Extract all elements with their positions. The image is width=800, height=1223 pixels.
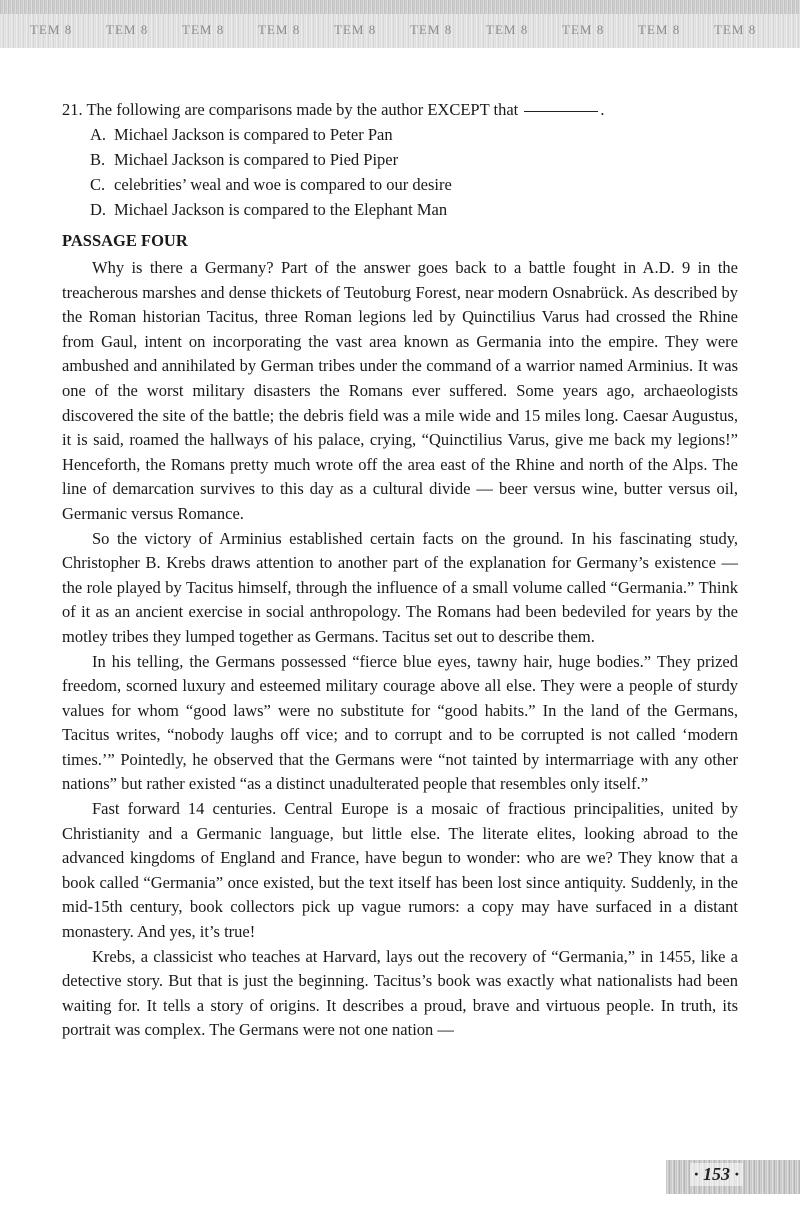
option-letter: D. [90, 200, 107, 219]
passage-paragraph: Why is there a Germany? Part of the answer goes back to a battle fought in A.D. 9 in the treacherous marshes and dense thickets of Teutoburg Forest, near modern Osnabrück. As described by the Roman historian Tacitus, three Roman legions led by Quinctilius Varus had crossed the Rhine from Gaul, intent on incorporating the vast area known as Germania into the empire. They were ambushed and annihilated by German tribes under the command of a warrior named Arminius. It was one of the worst military disasters the Romans ever suffered. Some years ago, archaeologists discovered the site of the battle; the debris field was a mile wide and 15 miles long. Caesar Augustus, it is said, roamed the hallways of his palace, crying, “Quinctilius Varus, give me back my legions!” Henceforth, the Romans pretty much wrote off the area east of the Rhine and north of the Alps. The line of demarcation survives to this day as a cultural divide — beer versus wine, butter versus oil, Germanic versus Romance. [62, 258, 738, 523]
option-letter: A. [90, 125, 107, 144]
header-label: TEM 8 [486, 22, 529, 37]
page-number: · 153 · [690, 1163, 743, 1186]
page-content [62, 97, 738, 1043]
header-label: TEM 8 [638, 22, 681, 37]
question-number: 21. [62, 100, 83, 119]
passage-title: PASSAGE FOUR [62, 231, 188, 250]
option-b [62, 147, 738, 172]
option-letter: B. [90, 150, 106, 169]
header-label: TEM 8 [334, 22, 377, 37]
option-text: celebrities’ weal and woe is compared to our desire [114, 175, 452, 194]
option-d [62, 197, 738, 222]
passage-paragraph: Krebs, a classicist who teaches at Harvard, lays out the recovery of “Germania,” in 1455, like a detective story. But that is just the beginning. Tacitus’s book was exactly what nationalists had been waiting for. It tells a story of origins. It describes a proud, brave and virtuous people. In truth, its portrait was complex. The Germans were not one nation — [62, 946, 738, 1040]
option-text: Michael Jackson is compared to the Elephant Man [114, 200, 448, 219]
question-stem [62, 97, 738, 122]
header-label: TEM 8 [258, 22, 301, 37]
header-label: TEM 8 [106, 22, 149, 37]
option-letter: C. [90, 175, 106, 194]
option-list [62, 122, 738, 222]
question-end: . [600, 100, 605, 119]
option-c [62, 172, 738, 197]
header-label: TEM 8 [714, 22, 757, 37]
passage-paragraph: In his telling, the Germans possessed “fierce blue eyes, tawny hair, huge bodies.” They prized freedom, scorned luxury and esteemed military courage above all else. They were a people of sturdy values for whom “good laws” were no substitute for “good habits.” In the land of the Germans, Tacitus writes, “nobody laughs off vice; and to corrupt and to be corrupted is not called ‘modern times.’” Pointedly, he observed that the Germans were “not tainted by intermarriage with any other nations” but rather existed “as a distinct unadulterated people that resembles only itself.” [62, 651, 738, 794]
answer-blank [524, 111, 598, 112]
option-text: Michael Jackson is compared to Pied Piper [114, 150, 399, 169]
header-label: TEM 8 [562, 22, 605, 37]
header-label: TEM 8 [410, 22, 453, 37]
option-text: Michael Jackson is compared to Peter Pan [114, 125, 393, 144]
passage-paragraph: So the victory of Arminius established certain facts on the ground. In his fascinating study, Christopher B. Krebs draws attention to another part of the explanation for Germany’s existence — the role played by Tacitus himself, through the influence of a small volume called “Germania.” Think of it as an ancient exercise in social anthropology. The Romans had been bedeviled for years by the motley tribes they lumped together as Germans. Tacitus set out to describe them. [62, 528, 738, 646]
passage-paragraph: Fast forward 14 centuries. Central Europe is a mosaic of fractious principalities, united by Christianity and a Germanic language, but little else. The literate elites, looking abroad to the advanced kingdoms of England and France, have begun to wonder: who are we? They know that a book called “Germania” once existed, but the text itself has been lost since antiquity. Suddenly, in the mid-15th century, book collectors pick up vague rumors: a copy may have surfaced in a distant monastery. And yes, it’s true! [62, 799, 738, 942]
header-label: TEM 8 [30, 22, 73, 37]
header-label: TEM 8 [182, 22, 225, 37]
header-labels [30, 22, 790, 38]
page-header-band [0, 0, 800, 48]
question-text: The following are comparisons made by the author EXCEPT that [86, 100, 519, 119]
option-a [62, 122, 738, 147]
